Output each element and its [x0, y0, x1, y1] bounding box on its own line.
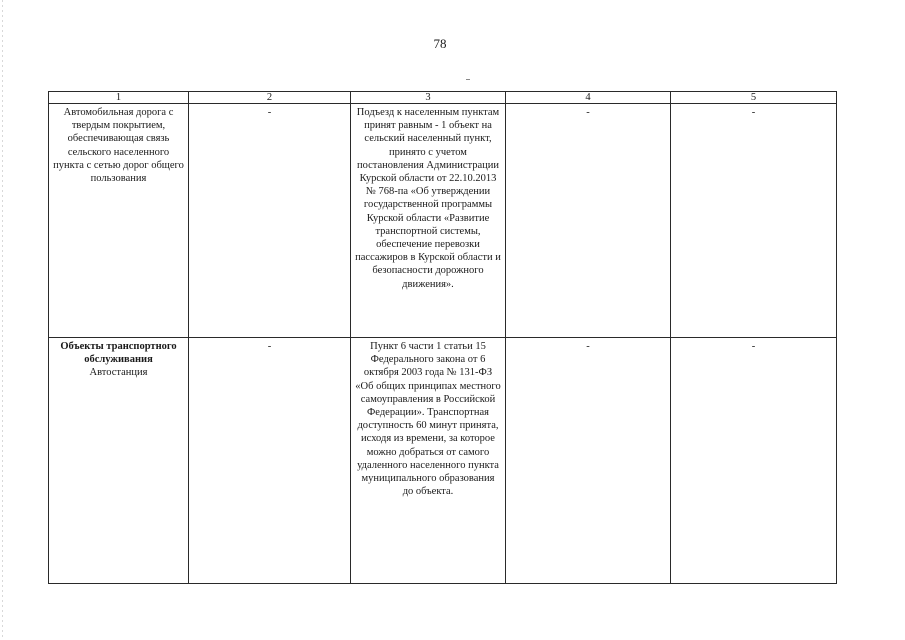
facility-cell	[49, 104, 189, 338]
table-row	[49, 104, 837, 338]
table-row	[49, 338, 837, 584]
table-header-row	[49, 92, 837, 104]
table-cell: -	[671, 104, 837, 338]
column-header: 2	[189, 92, 351, 104]
table-cell: -	[189, 104, 351, 338]
requirements-table	[48, 91, 837, 584]
justification-cell: Подъезд к населенным пунктам принят равным - 1 объект на сельский населенный пункт, принято с учетом постановления Администрации Курской области от 22.10.2013 № 768-па «Об утверждении государственной программы Курской области «Развитие транспортной системы, обеспечение перевозки пассажиров в Курской области и безопасности дорожного движения».	[351, 104, 506, 338]
justification-cell: Пункт 6 части 1 статьи 15 Федерального закона от 6 октября 2003 года № 131-ФЗ «Об общих принципах местного самоуправления в Российской Федерации». Транспортная доступность 60 минут принята, исходя из времени, за которое можно добраться от самого удаленного населенного пункта муниципального образования до объекта.	[351, 338, 506, 584]
page-number: 78	[433, 36, 447, 51]
scan-left-edge	[2, 0, 3, 640]
table-cell: -	[189, 338, 351, 584]
scan-artifact	[466, 79, 470, 80]
table-cell: -	[506, 104, 671, 338]
facility-cell	[49, 338, 189, 584]
table-cell: -	[506, 338, 671, 584]
facility-name: Автостанция	[89, 367, 148, 379]
column-header: 4	[506, 92, 671, 104]
column-header: 5	[671, 92, 837, 104]
facility-category: Объекты транспортного обслуживания	[60, 341, 177, 366]
column-header: 3	[351, 92, 506, 104]
facility-name: Автомобильная дорога с твердым покрытием, обеспечивающая связь сельского населенного пункта с сетью дорог общего пользования	[53, 107, 184, 185]
table-cell: -	[671, 338, 837, 584]
column-header: 1	[49, 92, 189, 104]
